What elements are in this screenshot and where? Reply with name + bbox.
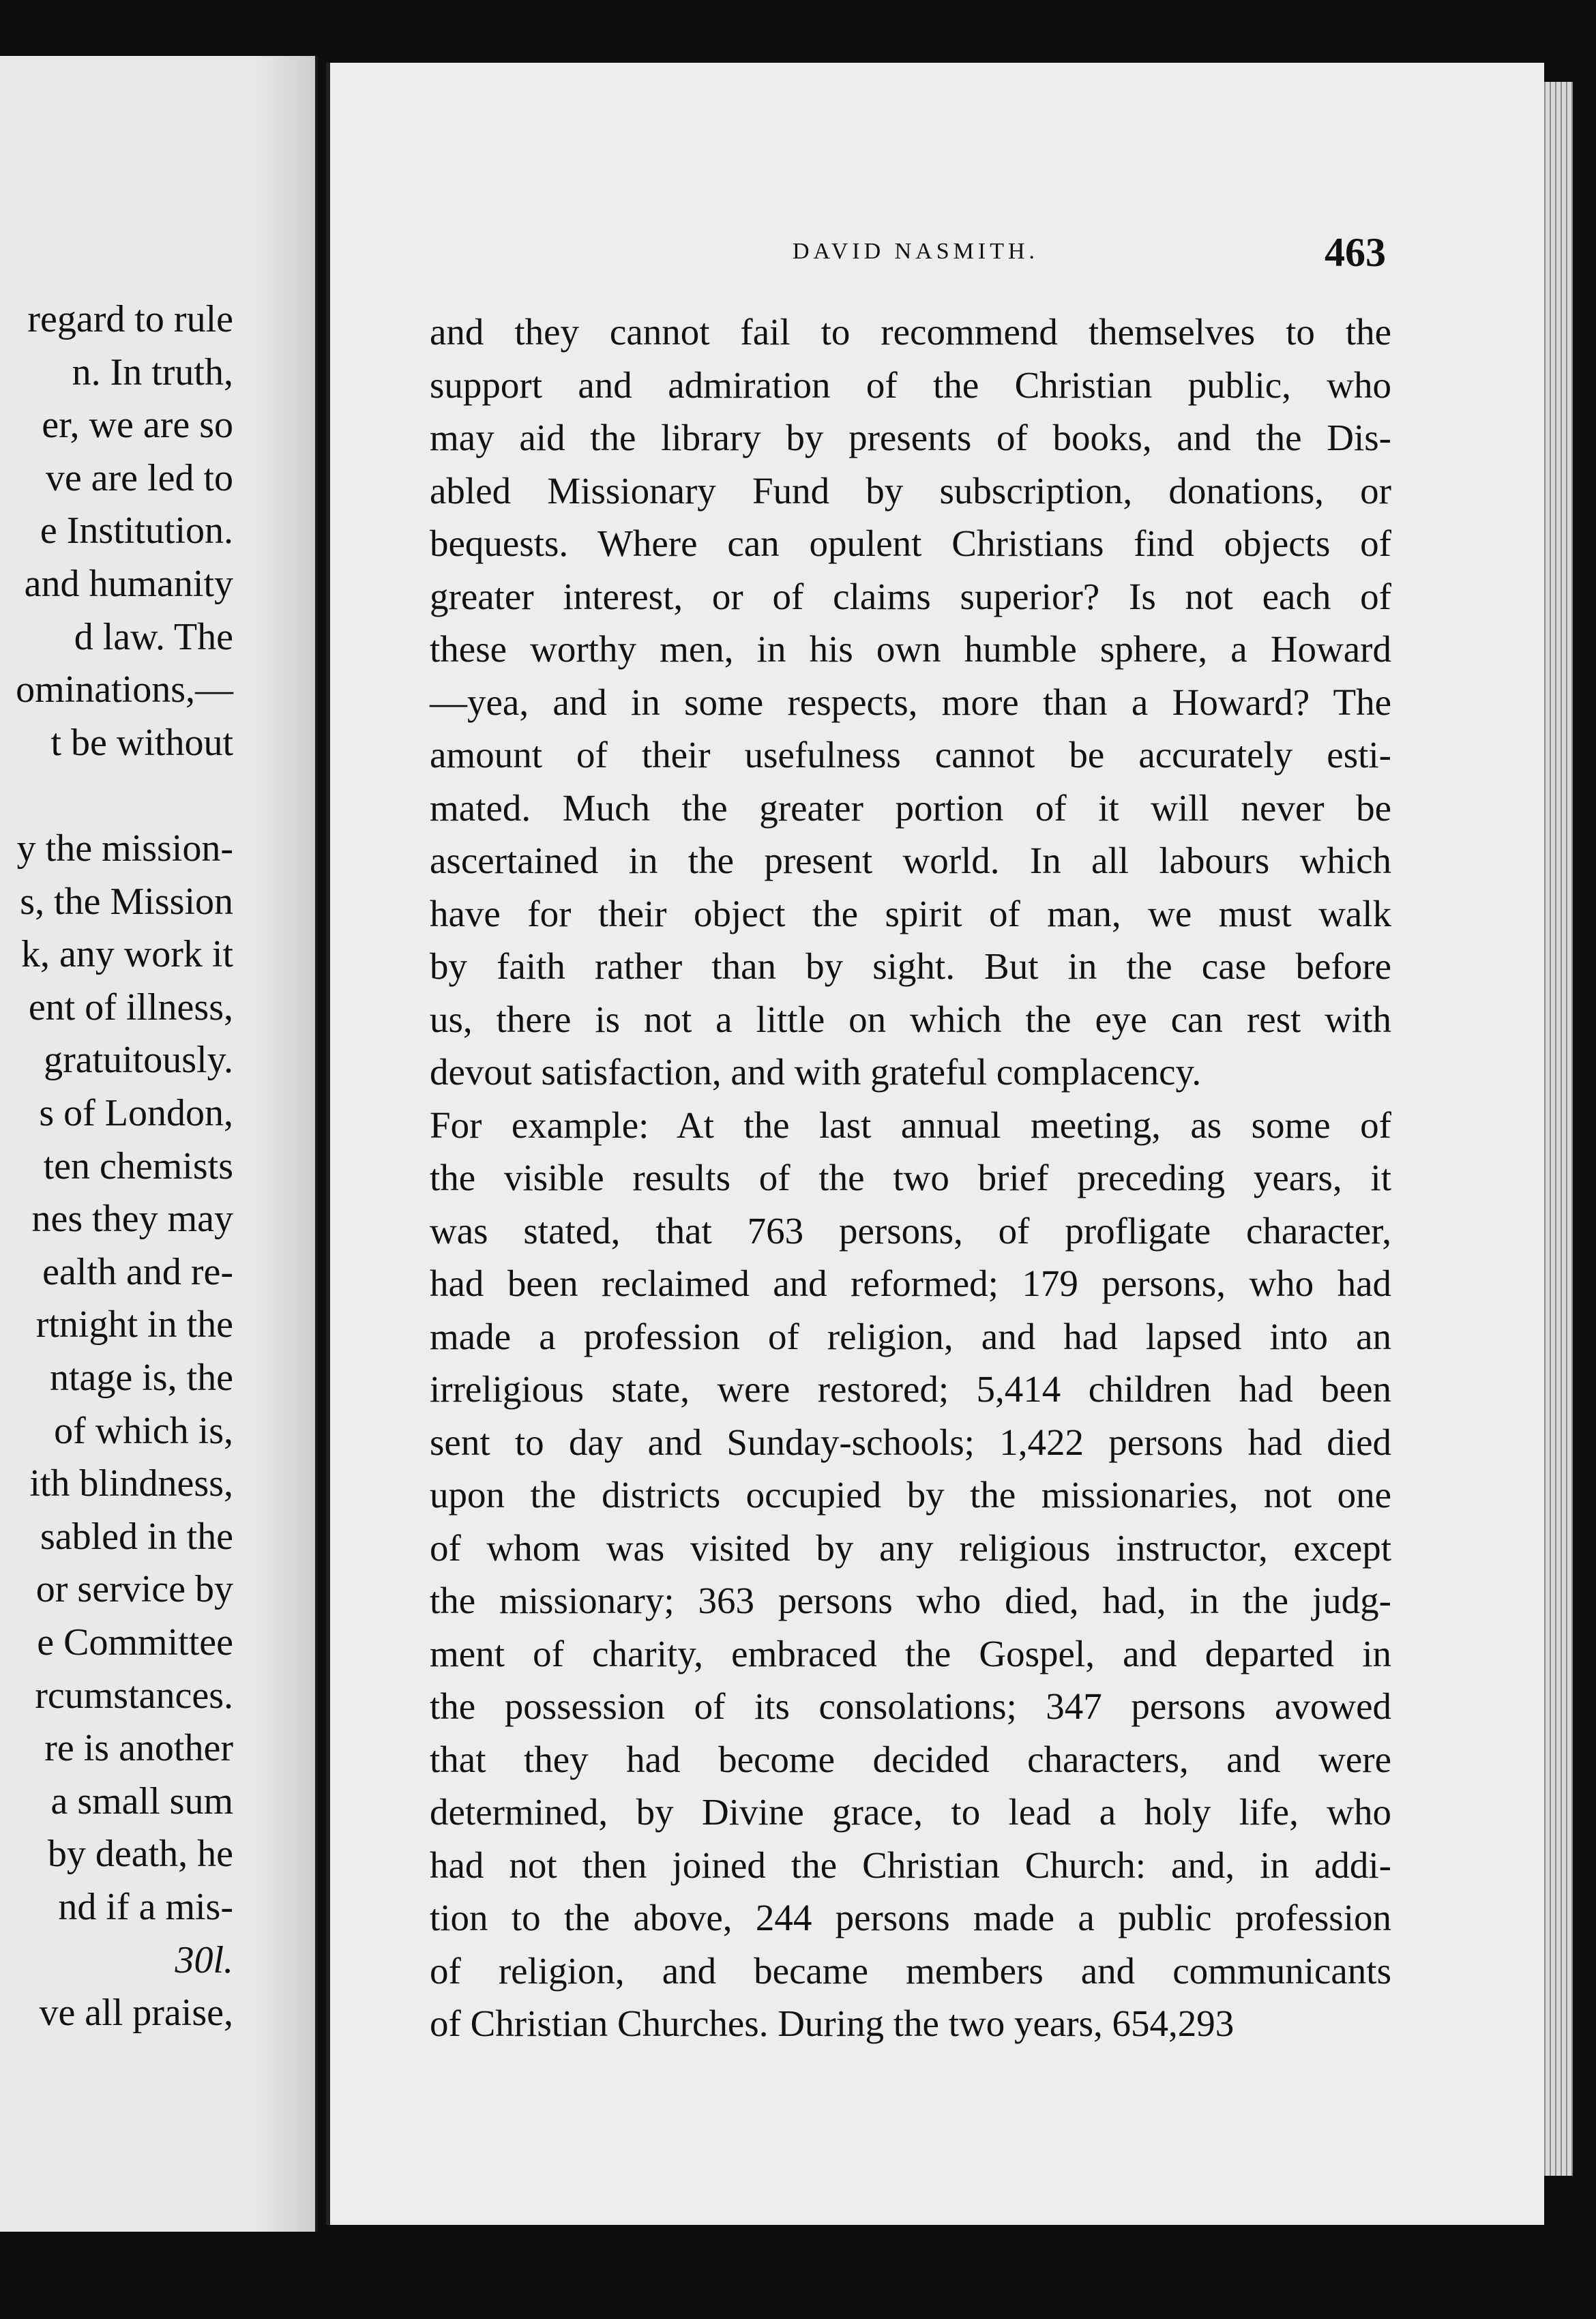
left-page-line: s of London, — [39, 1092, 233, 1134]
body-text — [430, 306, 1391, 2050]
left-page-line: s, the Mission — [20, 880, 233, 923]
body-line: of whom was visited by any religious instructor, except — [430, 1526, 1391, 1569]
left-page-line: d law. The — [74, 615, 233, 658]
body-line: —yea, and in some respects, more than a Howard? The — [430, 681, 1391, 723]
body-line: was stated, that 763 persons, of profligate character, — [430, 1209, 1391, 1252]
left-page-line: ntage is, the — [49, 1357, 233, 1399]
body-line: and they cannot fail to recommend themselves to the — [430, 311, 1391, 353]
left-page-line: or service by — [35, 1568, 233, 1611]
body-line: ascertained in the present world. In all labours which — [430, 840, 1391, 881]
gutter-shadow — [254, 56, 315, 2232]
left-page-line: n. In truth, — [72, 351, 233, 394]
left-page-line: e Institution. — [40, 509, 233, 552]
left-page-line: ent of illness, — [28, 986, 233, 1029]
body-line: had been reclaimed and reformed; 179 persons, who had — [430, 1262, 1391, 1304]
left-page-line: gratuitously. — [44, 1039, 233, 1082]
left-page-line: re is another — [44, 1727, 233, 1770]
left-page — [0, 56, 318, 2232]
body-line: the missionary; 363 persons who died, had, in the judg- — [430, 1580, 1391, 1621]
body-line: by faith rather than by sight. But in the case before — [430, 945, 1391, 987]
left-page-line: 30l. — [175, 1938, 233, 1981]
left-page-line: nd if a mis- — [58, 1886, 233, 1928]
body-line: For example: At the last annual meeting, as some of — [430, 1104, 1391, 1146]
body-line: had not then joined the Christian Church: and, in addi- — [430, 1844, 1391, 1886]
page-number: 463 — [1325, 230, 1386, 275]
body-line: the possession of its consolations; 347 persons avowed — [430, 1685, 1391, 1727]
body-line: amount of their usefulness cannot be accurately esti- — [430, 734, 1391, 776]
left-page-line: ealth and re- — [42, 1250, 233, 1293]
body-line: ment of charity, embraced the Gospel, and departed in — [430, 1632, 1391, 1674]
body-line: us, there is not a little on which the eye can rest with — [430, 998, 1391, 1040]
left-page-line: ve all praise, — [39, 1992, 233, 2035]
left-page-line: ominations,— — [16, 668, 233, 711]
body-line: support and admiration of the Christian public, who — [430, 364, 1391, 406]
left-page-line: y the mission- — [16, 827, 233, 870]
body-line: made a profession of religion, and had lapsed into an — [430, 1315, 1391, 1357]
left-page-line: rtnight in the — [35, 1303, 233, 1346]
body-line: tion to the above, 244 persons made a public profession — [430, 1897, 1391, 1938]
left-page-line: nes they may — [31, 1198, 233, 1241]
body-line: may aid the library by presents of books, and the Dis- — [430, 417, 1391, 458]
body-line: have for their object the spirit of man, we must walk — [430, 892, 1391, 934]
running-head: DAVID NASMITH. — [793, 239, 1039, 264]
left-page-line: ve are led to — [45, 456, 233, 499]
body-line: of Christian Churches. During the two years, 654,293 — [430, 2003, 1235, 2044]
left-page-line: rcumstances. — [35, 1674, 233, 1717]
left-page-line: and humanity — [24, 563, 233, 605]
left-page-line: t be without — [50, 721, 233, 764]
left-page-line: a small sum — [50, 1779, 233, 1822]
left-page-line: ten chemists — [43, 1144, 233, 1187]
body-line: mated. Much the greater portion of it will never be — [430, 786, 1391, 829]
left-page-line: k, any work it — [20, 933, 233, 976]
left-page-line: e Committee — [37, 1621, 233, 1664]
body-line: bequests. Where can opulent Christians find objects of — [430, 522, 1391, 564]
body-line: that they had become decided characters, and were — [430, 1738, 1391, 1780]
body-line: devout satisfaction, and with grateful complacency. — [430, 1051, 1202, 1093]
body-line: upon the districts occupied by the missionaries, not one — [430, 1474, 1391, 1516]
body-line: irreligious state, were restored; 5,414 children had been — [430, 1368, 1391, 1410]
body-line: the visible results of the two brief preceding years, it — [430, 1157, 1391, 1198]
left-page-line: of which is, — [54, 1409, 233, 1452]
body-line: of religion, and became members and communicants — [430, 1949, 1391, 1992]
body-line: abled Missionary Fund by subscription, donations, or — [430, 469, 1391, 512]
left-page-line: sabled in the — [40, 1515, 233, 1558]
body-line: greater interest, or of claims superior? Is not each of — [430, 575, 1391, 617]
left-page-line: by death, he — [47, 1833, 233, 1876]
left-page-line: er, we are so — [42, 404, 233, 447]
body-line: these worthy men, in his own humble sphere, a Howard — [430, 628, 1391, 670]
body-line: sent to day and Sunday-schools; 1,422 persons had died — [430, 1421, 1391, 1463]
body-line: determined, by Divine grace, to lead a holy life, who — [430, 1791, 1391, 1833]
left-page-line: regard to rule — [27, 298, 233, 340]
left-page-line: ith blindness, — [29, 1462, 233, 1505]
